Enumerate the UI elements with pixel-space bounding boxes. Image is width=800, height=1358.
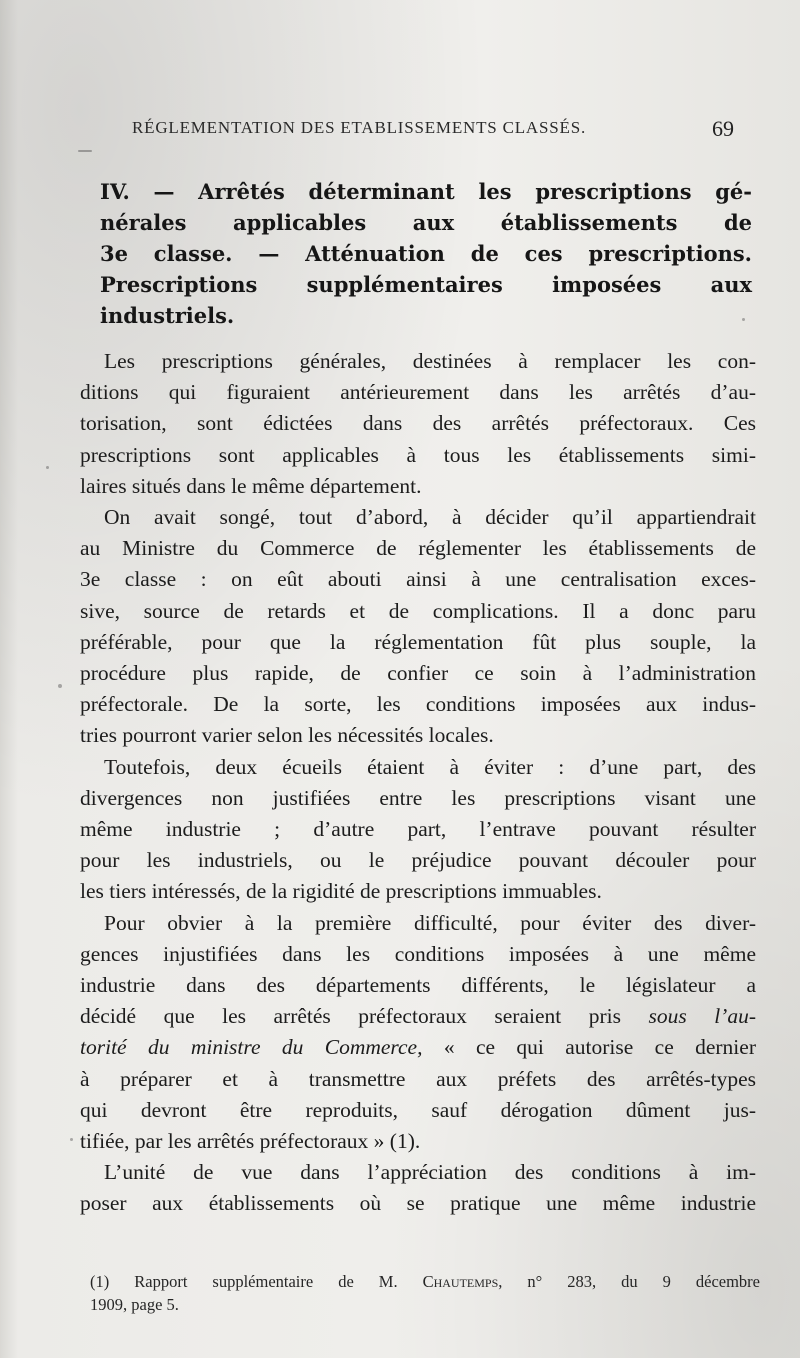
text-line: qui devront être reproduits, sauf dérogation dûment jus-	[80, 1097, 756, 1122]
text-line: les tiers intéressés, de la rigidité de prescriptions immuables.	[80, 879, 602, 904]
heading-line: IV. — Arrêtés déterminant les prescriptions gé-	[100, 179, 752, 204]
paragraph-1	[80, 346, 756, 502]
text-line: Pour obvier à la première difficulté, pour éviter des diver-	[104, 910, 756, 935]
paragraph-4	[80, 908, 756, 1158]
footnote	[90, 1270, 760, 1316]
text-run: Rapport supplémentaire de M.	[134, 1272, 423, 1291]
heading-line: 3e classe. — Atténuation de ces prescriptions.	[100, 241, 752, 266]
text-line: prescriptions sont applicables à tous les établissements simi-	[80, 442, 756, 467]
italic-run: torité du ministre du Commerce,	[80, 1035, 423, 1060]
text-run: , n° 283, du 9 décembre	[498, 1272, 760, 1291]
text-line	[80, 1032, 756, 1063]
text-line: sive, source de retards et de complications. Il a donc paru	[80, 598, 756, 623]
heading-line: industriels.	[100, 303, 235, 328]
text-line: procédure plus rapide, de confier ce soin à l’administration	[80, 661, 756, 686]
running-title: RÉGLEMENTATION DES ETABLISSEMENTS CLASSÉS.	[132, 118, 587, 137]
footnote-line	[90, 1270, 760, 1293]
footnote-author: Chautemps	[422, 1272, 499, 1291]
heading-line: Prescriptions supplémentaires imposées aux	[100, 272, 752, 297]
text-run: décidé que les arrêtés préfectoraux seraient pris	[80, 1004, 649, 1029]
paragraph-3	[80, 752, 756, 908]
text-line	[80, 1001, 756, 1032]
text-line: même industrie ; d’autre part, l’entrave pouvant résulter	[80, 817, 756, 842]
text-line: ditions qui figuraient antérieurement dans les arrêtés d’au-	[80, 380, 756, 405]
paragraph-2	[80, 502, 756, 752]
text-line: divergences non justifiées entre les prescriptions visant une	[80, 785, 756, 810]
text-line: gences injustifiées dans les conditions imposées à une même	[80, 941, 756, 966]
footnote-marker: (1)	[90, 1272, 110, 1291]
text-line: 3e classe : on eût abouti ainsi à une centralisation exces-	[80, 567, 756, 592]
text-line: torisation, sont édictées dans des arrêtés préfectoraux. Ces	[80, 411, 756, 436]
paragraph-5	[80, 1157, 756, 1219]
page-number: 69	[712, 116, 734, 141]
text-line: poser aux établissements où se pratique une même industrie	[80, 1191, 756, 1216]
text-line: préférable, pour que la réglementation fût plus souple, la	[80, 629, 756, 654]
italic-run: sous l’au-	[648, 1004, 757, 1029]
text-line: L’unité de vue dans l’appréciation des conditions à im-	[104, 1160, 756, 1185]
text-line: au Ministre du Commerce de réglementer les établissements de	[80, 536, 756, 561]
text-line: Les prescriptions générales, destinées à remplacer les con-	[104, 349, 756, 373]
text-line: industrie dans des départements différents, le législateur a	[80, 973, 756, 998]
text-run: « ce qui autorise ce dernier	[422, 1035, 756, 1060]
text-line: On avait songé, tout d’abord, à décider qu’il appartiendrait	[104, 505, 756, 530]
footnote-line: 1909, page 5.	[90, 1295, 179, 1314]
text-line: pour les industriels, ou le préjudice pouvant découler pour	[80, 848, 756, 873]
text-line: préfectorale. De la sorte, les conditions imposées aux indus-	[80, 692, 756, 717]
section-heading	[100, 176, 752, 331]
heading-line: nérales applicables aux établissements de	[100, 210, 752, 235]
text-line: à préparer et à transmettre aux préfets des arrêtés-types	[80, 1066, 756, 1091]
text-line: tifiée, par les arrêtés préfectoraux » (1).	[80, 1129, 421, 1154]
text-line: tries pourront varier selon les nécessités locales.	[80, 723, 494, 748]
text-line: Toutefois, deux écueils étaient à éviter : d’une part, des	[104, 754, 756, 779]
text-line: laires situés dans le même département.	[80, 473, 422, 498]
body-text	[80, 346, 756, 1220]
